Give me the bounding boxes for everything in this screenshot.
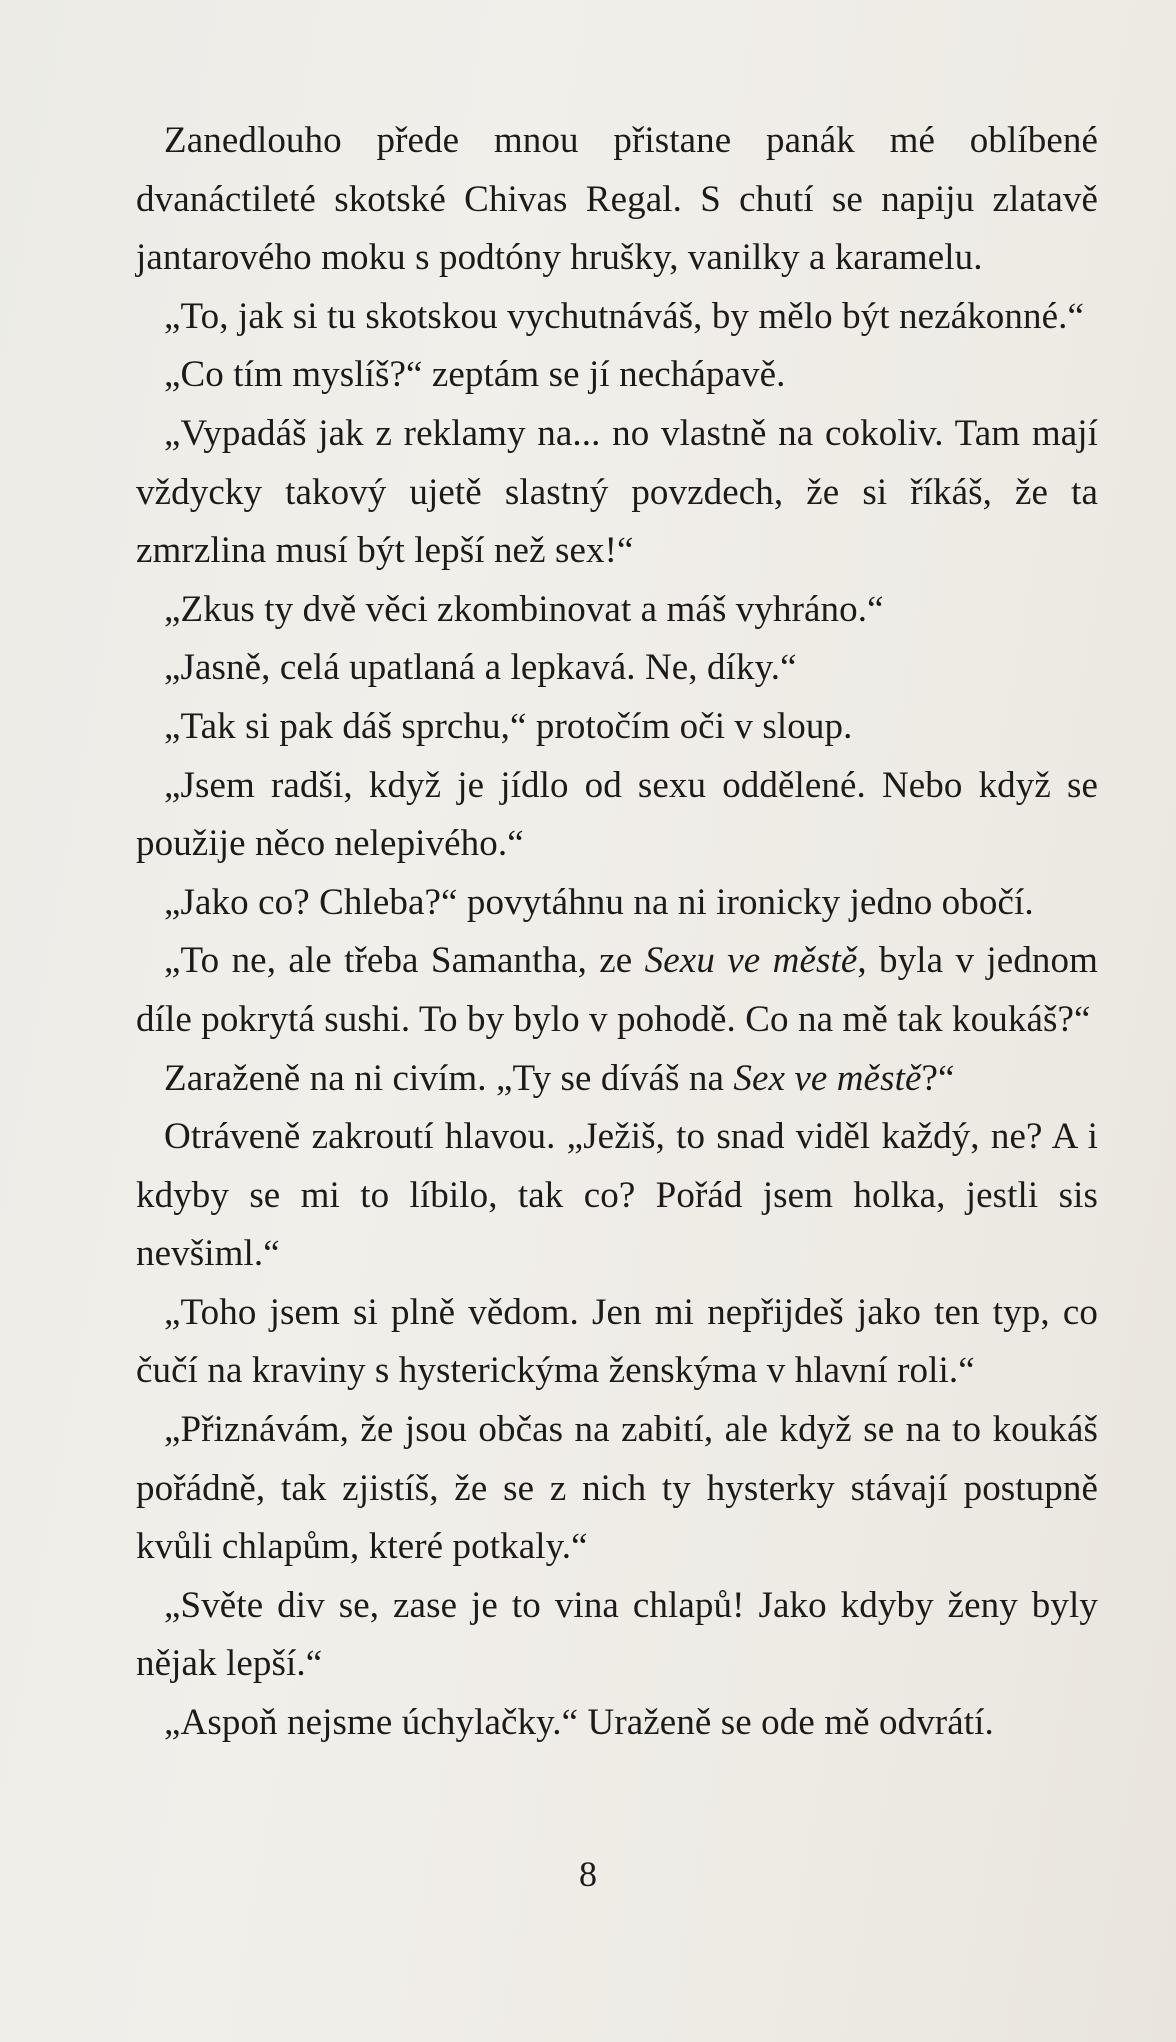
paragraph-4: „Vypadáš jak z reklamy na... no vlastně na cokoliv. Tam mají vždycky takový ujetě slastný povzdech, že si říkáš, že ta zmrzlina musí být lepší než sex!“: [136, 412, 1098, 572]
paragraph-2: „To, jak si tu skotskou vychutnáváš, by mělo být nezákonné.“: [164, 295, 1084, 337]
paragraph-7: „Tak si pak dáš sprchu,“ protočím oči v sloup.: [164, 705, 853, 747]
paragraph-15: „Světe div se, zase je to vina chlapů! Jako kdyby ženy byly nějak lepší.“: [136, 1584, 1098, 1685]
paragraph-10-text-after: , byla v jednom díle pokrytá sushi. To by bylo v pohodě. Co na mě tak koukáš?“: [136, 940, 1098, 1040]
paragraph-14: „Přiznávám, že jsou občas na zabití, ale když se na to koukáš pořádně, tak zjistíš, že se z nich ty hysterky stávají postupně kvůli chlapům, které potkaly.“: [136, 1409, 1098, 1568]
paragraph-1: Zanedlouho přede mnou přistane panák mé oblíbené dvanáctileté skotské Chivas Regal. S chutí se napiju zlatavě jantarového moku s podtóny hrušky, vanilky a karamelu.: [136, 120, 1098, 279]
paragraph-9: „Jako co? Chleba?“ povytáhnu na ni ironicky jedno obočí.: [164, 881, 1034, 923]
paragraph-11-text-after: ?“: [921, 1057, 955, 1099]
page-number: 8: [579, 1854, 597, 1894]
paragraph-16: „Aspoň nejsme úchylačky.“ Uraženě se ode mě odvrátí.: [164, 1702, 994, 1744]
paragraph-10-text-before: „To ne, ale třeba Samantha, ze: [164, 940, 645, 982]
paragraph-12: Otráveně zakroutí hlavou. „Ježiš, to snad viděl každý, ne? A i kdyby se mi to líbilo, tak co? Pořád jsem holka, jestli sis nevšiml.“: [136, 1116, 1098, 1275]
paragraph-11: [136, 1050, 1098, 1109]
italic-title-sexu-ve-meste: Sexu ve městě: [644, 940, 858, 982]
paragraph-5: „Zkus ty dvě věci zkombinovat a máš vyhráno.“: [164, 588, 884, 630]
paragraph-8: „Jsem radši, když je jídlo od sexu oddělené. Nebo když se použije něco nelepivého.“: [136, 764, 1098, 865]
paragraph-10: [136, 932, 1098, 1049]
italic-title-sex-ve-meste: Sex ve městě: [733, 1057, 922, 1099]
paragraph-13: „Toho jsem si plně vědom. Jen mi nepřijdeš jako ten typ, co čučí na kraviny s hysterickýma ženskýma v hlavní roli.“: [136, 1291, 1098, 1392]
paragraph-11-text-before: Zaraženě na ni civím. „Ty se díváš na: [164, 1057, 734, 1099]
paragraph-6: „Jasně, celá upatlaná a lepkavá. Ne, díky.“: [164, 647, 797, 689]
paragraph-3: „Co tím myslíš?“ zeptám se jí nechápavě.: [164, 354, 786, 396]
